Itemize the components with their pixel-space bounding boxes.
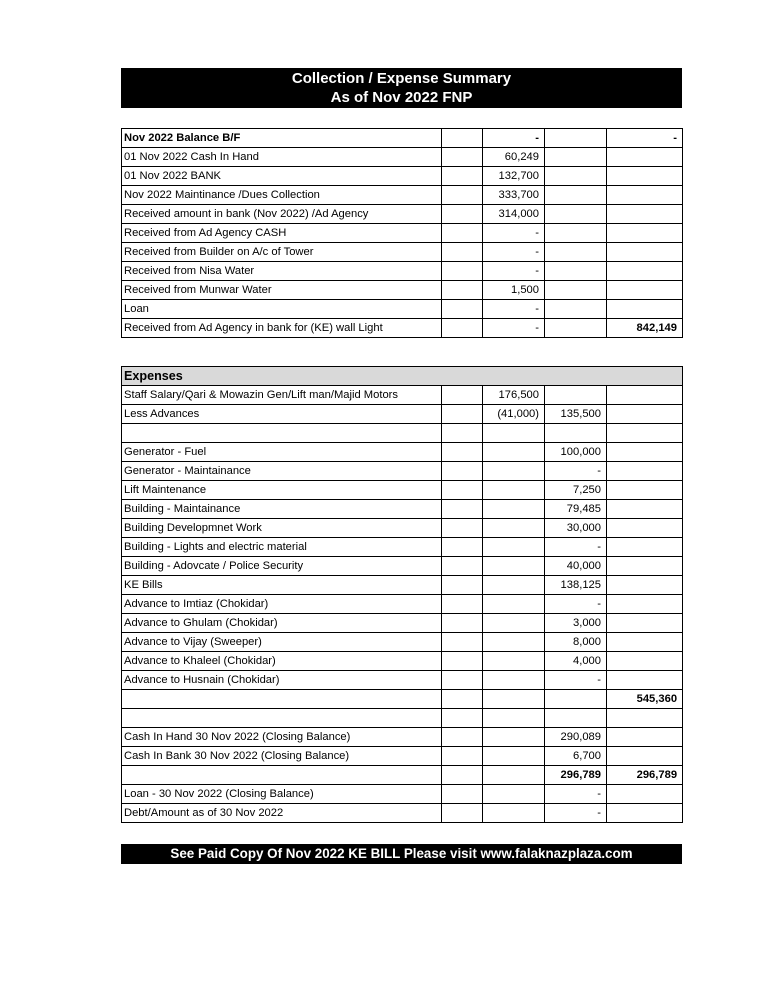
expense-row [122, 671, 683, 690]
row-total: 842,149 [607, 319, 683, 338]
collection-row [122, 262, 683, 281]
row-label: Received from Ad Agency in bank for (KE) wall Light [122, 319, 442, 338]
row-total [607, 538, 683, 557]
table-cell [442, 167, 483, 186]
table-cell [442, 519, 483, 538]
table-cell [442, 576, 483, 595]
collection-row [122, 167, 683, 186]
table-cell [442, 224, 483, 243]
row-total [607, 167, 683, 186]
table-cell [442, 671, 483, 690]
row-label: Cash In Hand 30 Nov 2022 (Closing Balance) [122, 728, 442, 747]
expense-row [122, 500, 683, 519]
expense-row [122, 766, 683, 785]
row-label [122, 709, 442, 728]
row-total [607, 652, 683, 671]
expense-row [122, 785, 683, 804]
expense-row [122, 481, 683, 500]
row-label: Advance to Khaleel (Chokidar) [122, 652, 442, 671]
table-cell [545, 262, 607, 281]
expense-row [122, 538, 683, 557]
row-total [607, 424, 683, 443]
balance-bf-row [122, 129, 683, 148]
row-total [607, 405, 683, 424]
row-label: 01 Nov 2022 BANK [122, 167, 442, 186]
table-cell [442, 148, 483, 167]
expense-row [122, 576, 683, 595]
row-amount: - [483, 243, 545, 262]
row-amount [483, 576, 545, 595]
row-amount [483, 728, 545, 747]
row-amount: 176,500 [483, 386, 545, 405]
expense-row [122, 424, 683, 443]
expense-row [122, 462, 683, 481]
table-cell [442, 443, 483, 462]
row-label: Lift Maintenance [122, 481, 442, 500]
row-total [607, 243, 683, 262]
row-amount [483, 614, 545, 633]
row-label: Advance to Vijay (Sweeper) [122, 633, 442, 652]
row-subtotal: - [545, 785, 607, 804]
collection-row [122, 243, 683, 262]
table-cell [442, 481, 483, 500]
row-label: Building Developmnet Work [122, 519, 442, 538]
row-amount [483, 443, 545, 462]
row-total [607, 785, 683, 804]
row-amount: 333,700 [483, 186, 545, 205]
table-cell [442, 405, 483, 424]
row-total [607, 148, 683, 167]
row-total [607, 747, 683, 766]
row-label: Cash In Bank 30 Nov 2022 (Closing Balance) [122, 747, 442, 766]
row-subtotal: 7,250 [545, 481, 607, 500]
row-total: 296,789 [607, 766, 683, 785]
row-subtotal: - [545, 595, 607, 614]
row-label: Advance to Ghulam (Chokidar) [122, 614, 442, 633]
row-label: Advance to Imtiaz (Chokidar) [122, 595, 442, 614]
collection-row [122, 281, 683, 300]
row-total [607, 519, 683, 538]
row-label: KE Bills [122, 576, 442, 595]
row-label: Received from Nisa Water [122, 262, 442, 281]
title-banner [121, 68, 682, 108]
balance-bf-total: - [607, 129, 683, 148]
table-cell [545, 243, 607, 262]
table-cell [442, 633, 483, 652]
row-label: Generator - Fuel [122, 443, 442, 462]
title-line-1: Collection / Expense Summary [291, 70, 512, 87]
expense-row [122, 595, 683, 614]
row-label: Generator - Maintainance [122, 462, 442, 481]
row-amount: - [483, 300, 545, 319]
row-subtotal: 135,500 [545, 405, 607, 424]
row-label: Received from Builder on A/c of Tower [122, 243, 442, 262]
row-total [607, 557, 683, 576]
row-amount: - [483, 224, 545, 243]
table-cell [442, 804, 483, 823]
row-label: Debt/Amount as of 30 Nov 2022 [122, 804, 442, 823]
collection-row [122, 319, 683, 338]
collection-row [122, 186, 683, 205]
row-amount [483, 633, 545, 652]
table-cell [442, 747, 483, 766]
row-subtotal [545, 690, 607, 709]
collection-table-body [122, 129, 683, 338]
expenses-table [121, 366, 683, 823]
balance-bf-label: Nov 2022 Balance B/F [122, 129, 442, 148]
table-cell [442, 557, 483, 576]
table-cell [442, 538, 483, 557]
row-total [607, 443, 683, 462]
balance-bf-amount: - [483, 129, 545, 148]
row-label: Staff Salary/Qari & Mowazin Gen/Lift man/Majid Motors [122, 386, 442, 405]
table-cell [442, 785, 483, 804]
row-amount: (41,000) [483, 405, 545, 424]
table-cell [545, 148, 607, 167]
row-subtotal: 4,000 [545, 652, 607, 671]
table-cell [442, 595, 483, 614]
expenses-heading-row [122, 367, 683, 386]
table-cell [442, 281, 483, 300]
row-subtotal: 8,000 [545, 633, 607, 652]
row-amount: 314,000 [483, 205, 545, 224]
row-label [122, 424, 442, 443]
table-cell [442, 243, 483, 262]
row-amount [483, 500, 545, 519]
row-subtotal [545, 424, 607, 443]
row-total [607, 728, 683, 747]
row-total [607, 224, 683, 243]
row-amount [483, 462, 545, 481]
table-cell [545, 281, 607, 300]
row-amount [483, 481, 545, 500]
collection-row [122, 148, 683, 167]
row-amount [483, 785, 545, 804]
title-line-2: As of Nov 2022 FNP [330, 89, 473, 106]
table-cell [442, 690, 483, 709]
table-cell [442, 129, 483, 148]
expenses-table-body [122, 367, 683, 823]
row-total [607, 186, 683, 205]
row-subtotal [545, 386, 607, 405]
row-total: 545,360 [607, 690, 683, 709]
row-total [607, 595, 683, 614]
table-cell [442, 652, 483, 671]
table-cell [442, 319, 483, 338]
row-total [607, 614, 683, 633]
table-cell [545, 319, 607, 338]
row-label [122, 766, 442, 785]
row-amount [483, 709, 545, 728]
row-label: Building - Adovcate / Police Security [122, 557, 442, 576]
table-cell [442, 424, 483, 443]
table-cell [442, 262, 483, 281]
table-cell [442, 614, 483, 633]
row-subtotal: - [545, 671, 607, 690]
row-subtotal: 290,089 [545, 728, 607, 747]
table-cell [442, 386, 483, 405]
row-total [607, 262, 683, 281]
row-total [607, 300, 683, 319]
table-cell [442, 500, 483, 519]
table-cell [442, 300, 483, 319]
row-total [607, 462, 683, 481]
row-total [607, 205, 683, 224]
row-label: 01 Nov 2022 Cash In Hand [122, 148, 442, 167]
row-amount [483, 671, 545, 690]
row-amount [483, 652, 545, 671]
expense-row [122, 652, 683, 671]
row-label [122, 690, 442, 709]
row-subtotal: - [545, 462, 607, 481]
row-total [607, 576, 683, 595]
row-amount [483, 424, 545, 443]
row-label: Loan [122, 300, 442, 319]
collection-table [121, 128, 683, 338]
table-cell [442, 205, 483, 224]
row-label: Received amount in bank (Nov 2022) /Ad Agency [122, 205, 442, 224]
table-cell [545, 167, 607, 186]
row-amount: - [483, 262, 545, 281]
row-total [607, 500, 683, 519]
row-subtotal: 30,000 [545, 519, 607, 538]
row-subtotal: 79,485 [545, 500, 607, 519]
expense-row [122, 747, 683, 766]
row-label: Advance to Husnain (Chokidar) [122, 671, 442, 690]
row-total [607, 281, 683, 300]
row-subtotal: 296,789 [545, 766, 607, 785]
collection-row [122, 205, 683, 224]
collection-row [122, 224, 683, 243]
row-total [607, 671, 683, 690]
row-amount: - [483, 319, 545, 338]
row-subtotal [545, 709, 607, 728]
row-label: Building - Lights and electric material [122, 538, 442, 557]
row-amount [483, 766, 545, 785]
row-amount [483, 690, 545, 709]
row-amount [483, 595, 545, 614]
row-subtotal: 6,700 [545, 747, 607, 766]
expense-row [122, 519, 683, 538]
row-label: Received from Ad Agency CASH [122, 224, 442, 243]
expense-row [122, 690, 683, 709]
row-amount [483, 519, 545, 538]
expense-row [122, 443, 683, 462]
row-label: Received from Munwar Water [122, 281, 442, 300]
table-cell [442, 728, 483, 747]
table-cell [442, 709, 483, 728]
row-total [607, 386, 683, 405]
row-subtotal: - [545, 538, 607, 557]
table-cell [545, 186, 607, 205]
row-subtotal: - [545, 804, 607, 823]
table-cell [545, 205, 607, 224]
expense-row [122, 633, 683, 652]
row-subtotal: 40,000 [545, 557, 607, 576]
row-amount [483, 538, 545, 557]
row-label: Less Advances [122, 405, 442, 424]
table-cell [545, 224, 607, 243]
row-label: Building - Maintainance [122, 500, 442, 519]
expense-row [122, 557, 683, 576]
row-total [607, 633, 683, 652]
row-amount [483, 804, 545, 823]
expense-row [122, 728, 683, 747]
row-total [607, 481, 683, 500]
table-cell [442, 462, 483, 481]
collection-row [122, 300, 683, 319]
expense-row [122, 386, 683, 405]
row-total [607, 709, 683, 728]
row-amount: 60,249 [483, 148, 545, 167]
row-total [607, 804, 683, 823]
expenses-heading: Expenses [122, 367, 683, 386]
expense-row [122, 804, 683, 823]
footer-banner: See Paid Copy Of Nov 2022 KE BILL Please visit www.falaknazplaza.com [121, 844, 682, 864]
row-amount: 132,700 [483, 167, 545, 186]
row-amount [483, 747, 545, 766]
row-subtotal: 100,000 [545, 443, 607, 462]
table-cell [545, 129, 607, 148]
expense-row [122, 614, 683, 633]
row-amount [483, 557, 545, 576]
expense-row [122, 709, 683, 728]
row-amount: 1,500 [483, 281, 545, 300]
expense-row [122, 405, 683, 424]
row-subtotal: 138,125 [545, 576, 607, 595]
table-cell [442, 766, 483, 785]
row-subtotal: 3,000 [545, 614, 607, 633]
row-label: Loan - 30 Nov 2022 (Closing Balance) [122, 785, 442, 804]
row-label: Nov 2022 Maintinance /Dues Collection [122, 186, 442, 205]
table-cell [545, 300, 607, 319]
table-cell [442, 186, 483, 205]
